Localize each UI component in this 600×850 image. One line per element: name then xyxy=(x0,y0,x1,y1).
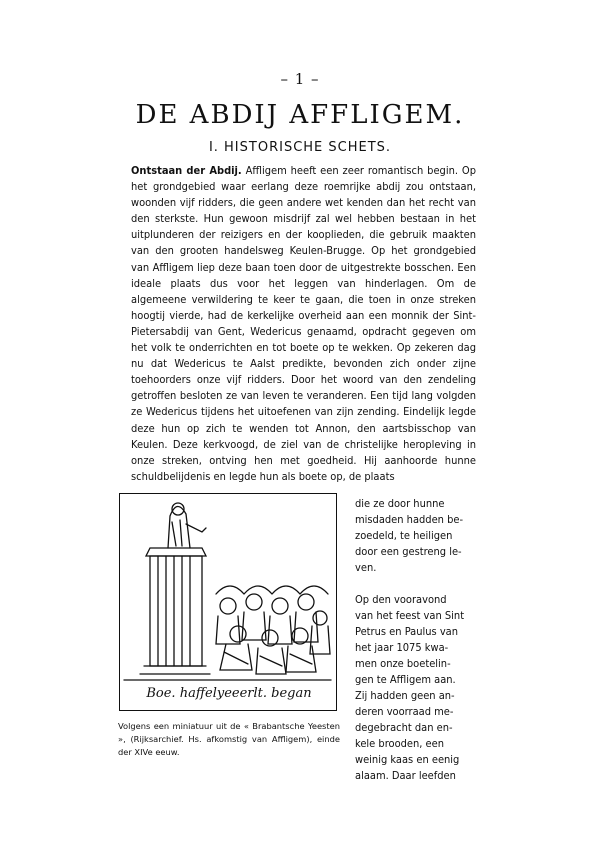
main-title: DE ABDIJ AFFLIGEM. xyxy=(135,100,465,130)
paragraph-lead: Ontstaan der Abdij. xyxy=(131,164,242,177)
figure-inscription: Boe. haffelyeeerlt. began xyxy=(146,686,312,701)
paragraph-text: Affligem heeft een zeer romantisch begin. Op het grondgebied waar eerlang deze roemrijke abdij zou ontstaan, woonden vijf ridders, die geen andere wet kenden dan het recht van den sterkste. Hun gewoon misdrijf zal wel hebben bestaan in het uitplunderen der reizigers en der kooplieden, die gebruik maakten van den grooten handelsweg Keulen-Brugge. Op het grondgebied van Affligem liep deze baan toen door de uitgestrekte bosschen. Een ideale plaats dus voor het leggen van hinderlagen. Om de algemeene verwildering te keer te gaan, die toen in onze streken hoogtij vierde, had de kerkelijke overheid aan een monnik der Sint-Pietersabdij van Gent, Wedericus genaamd, opdracht gegeven om het volk te onderrichten en tot boete op te wekken. Op zekeren dag nu dat Wedericus te Aalst predikte, bevonden zich onder zijne toehoorders onze vijf ridders. Door het woord van den zendeling getroffen besloten ze van leven te veranderen. Een tijd lang volgden ze Wedericus tijdens het uitoefenen van zijn zending. Eindelijk legde deze hun op zich te wenden tot Annon, den aartsbisschop van Keulen. Deze kerkvoogd, de ziel van de christelijke heropleving in onze streken, ontving hen met goedheid. Hij aanhoorde hunne schuldbelijdenis en legde hun als boete op, de plaats xyxy=(131,164,476,483)
listening-crowd xyxy=(216,594,330,674)
side-line: zoedeld, te heiligen xyxy=(355,529,453,542)
body-paragraph xyxy=(131,163,476,485)
side-line: alaam. Daar leefden xyxy=(355,769,456,782)
side-line: ven. xyxy=(355,561,377,574)
side-line: weinig kaas en eenig xyxy=(355,753,460,766)
side-line: door een gestreng le- xyxy=(355,545,462,558)
miniature-illustration xyxy=(119,493,337,711)
side-line: degebracht dan en- xyxy=(355,721,453,734)
section-title: I. HISTORISCHE SCHETS. xyxy=(208,140,392,155)
side-line: misdaden hadden be- xyxy=(355,513,464,526)
side-line: Zij hadden geen an- xyxy=(355,689,455,702)
side-line: gen te Affligem aan. xyxy=(355,673,456,686)
page-number: – 1 – xyxy=(280,70,320,88)
figure-caption: Volgens een miniatuur uit de « Brabantsche Yeesten », (Rijksarchief. Hs. afkomstig van Affligem), einde der XIVe eeuw. xyxy=(118,721,340,757)
side-line: die ze door hunne xyxy=(355,497,445,510)
side-line: van het feest van Sint xyxy=(355,609,465,622)
side-line: men onze boetelin- xyxy=(355,657,451,670)
side-line: deren voorraad me- xyxy=(355,705,454,718)
side-line: kele brooden, een xyxy=(355,737,445,750)
side-column xyxy=(355,496,477,784)
side-line: het jaar 1075 kwa- xyxy=(355,641,449,654)
side-line: Op den vooravond xyxy=(355,593,447,606)
side-line: Petrus en Paulus van xyxy=(355,625,459,638)
miniature-drawing xyxy=(120,494,335,709)
side-paragraph-1 xyxy=(355,496,477,576)
side-paragraph-2 xyxy=(355,592,477,784)
preacher-figure xyxy=(168,506,190,548)
